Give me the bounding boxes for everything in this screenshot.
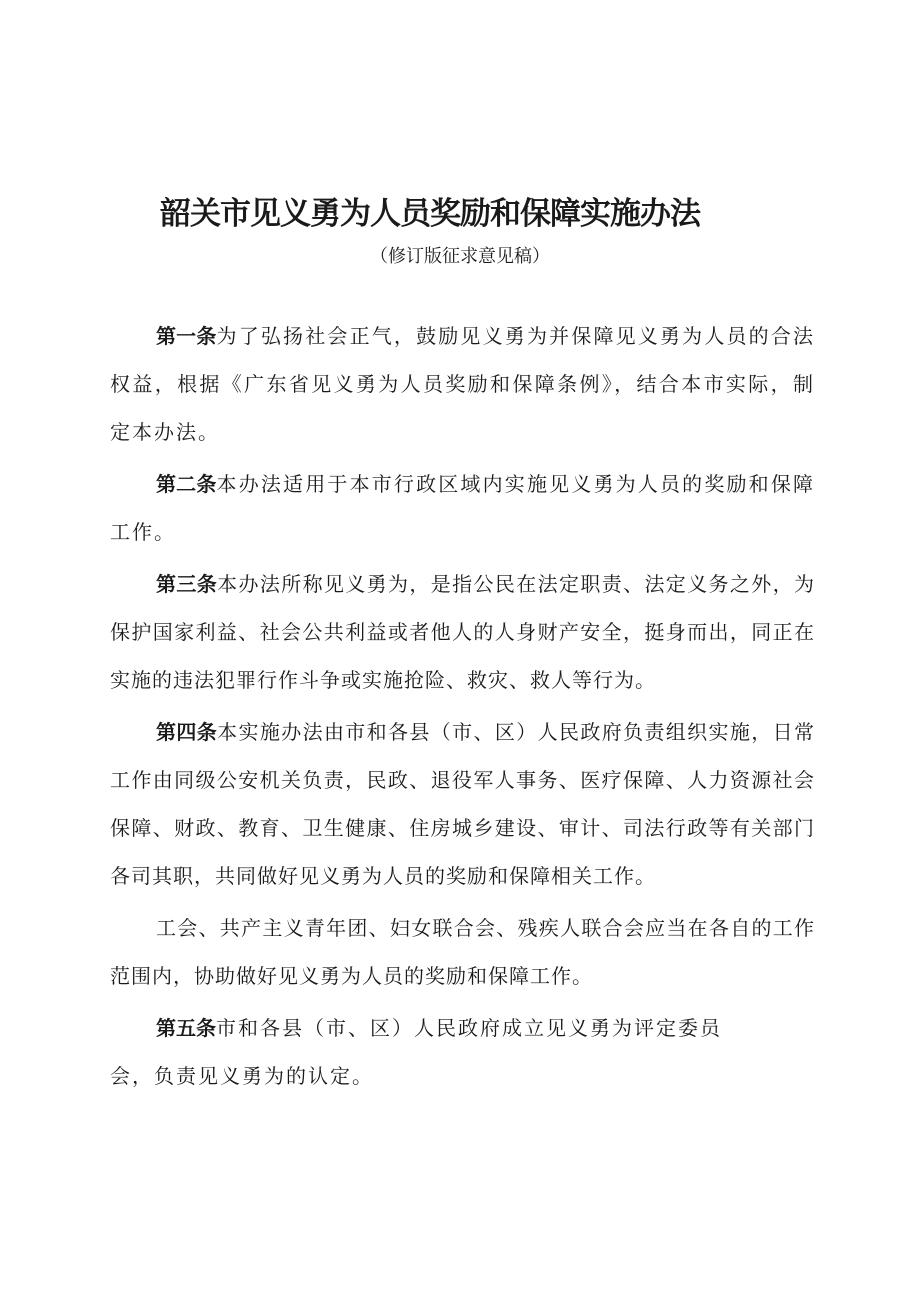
article-text: 市和各县（市、区）人民政府成立见义勇为评定委员会，负责见义勇为的认定。 [110, 1016, 722, 1088]
article-3 [110, 560, 815, 704]
document-subtitle: （修订版征求意见稿） [370, 246, 550, 267]
article-label: 第一条 [156, 324, 217, 348]
article-2 [110, 460, 815, 556]
article-5 [110, 1004, 750, 1100]
article-4 [110, 708, 815, 900]
article-text: 本实施办法由市和各县（市、区）人民政府负责组织实施，日常工作由同级公安机关负责，民政、退役军人事务、医疗保障、人力资源社会保障、财政、教育、卫生健康、住房城乡建设、审计、司法行政等有关部门各司其职，共同做好见义勇为人员的奖励和保障相关工作。 [110, 720, 816, 888]
article-label: 第二条 [156, 472, 217, 496]
article-label: 第五条 [156, 1016, 216, 1040]
article-4-paragraph-2 [110, 904, 815, 1000]
article-text: 本办法适用于本市行政区域内实施见义勇为人员的奖励和保障工作。 [110, 472, 816, 544]
article-1 [110, 312, 815, 456]
document-body [110, 312, 815, 1100]
article-label: 第三条 [156, 572, 218, 596]
article-text: 本办法所称见义勇为，是指公民在法定职责、法定义务之外，为保护国家利益、社会公共利益或者他人的人身财产安全，挺身而出，同正在实施的违法犯罪行作斗争或实施抢险、救灾、救人等行为。 [110, 572, 816, 692]
document-title: 韶关市见义勇为人员奖励和保障实施办法 [160, 196, 700, 232]
article-label: 第四条 [156, 720, 218, 744]
article-text: 为了弘扬社会正气，鼓励见义勇为并保障见义勇为人员的合法权益，根据《广东省见义勇为人员奖励和保障条例》，结合本市实际，制定本办法。 [110, 324, 816, 444]
article-text: 工会、共产主义青年团、妇女联合会、残疾人联合会应当在各自的工作范围内，协助做好见义勇为人员的奖励和保障工作。 [110, 916, 815, 988]
